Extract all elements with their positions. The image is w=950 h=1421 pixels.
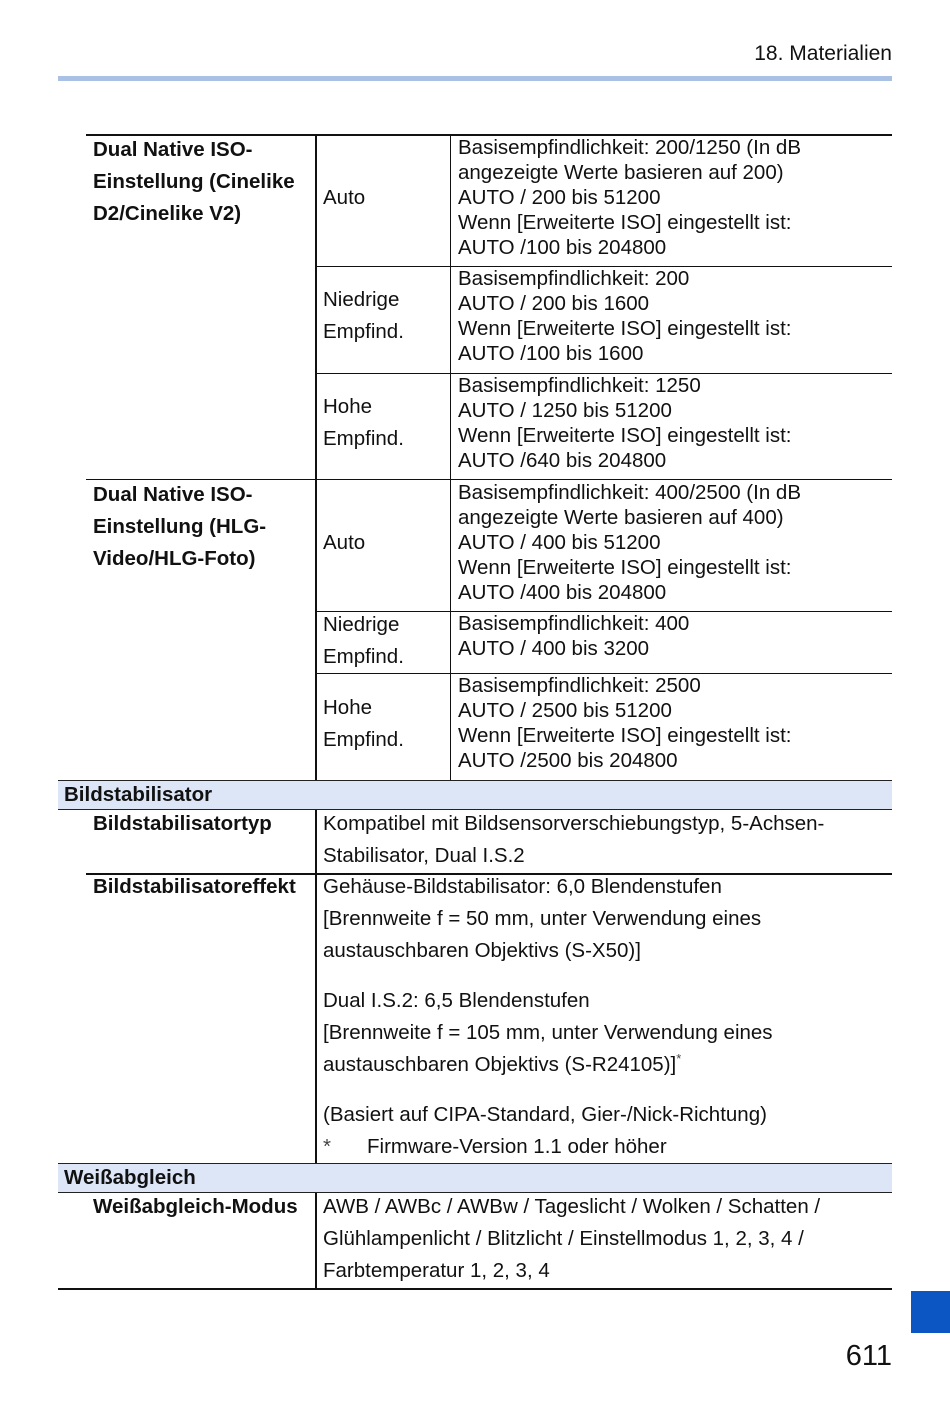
spec-value: AWB / AWBc / AWBw / Tageslicht / Wolken / Schatten / Glühlampenlicht / Blitzlicht / Einstellmodus 1, 2, 3, 4 / Farbtemperatur 1, 2, 3, 4: [323, 1195, 821, 1282]
spec-value: Gehäuse-Bildstabilisator: 6,0 Blendenstufen [Brennweite f = 50 mm, unter Verwendung eines austauschbaren Objektivs (S-X50)] Dual I.S.2: 6,5 Blendenstufen [Brennweite f = 105 mm, unter Verwendung eines austauschbaren Objektivs (S-R24105)]* (Basiert auf CIPA-Standard, Gier-/Nick-Richtung) * Firmware-Version 1.1 oder höher: [323, 871, 891, 1163]
chapter-title: 18. Materialien: [754, 42, 892, 65]
iso-value: Basisempfindlichkeit: 200 AUTO / 200 bis 1600 Wenn [Erweiterte ISO] eingestellt ist: AUTO /100 bis 1600: [458, 267, 792, 365]
iso-mode: Niedrige Empfind.: [323, 288, 404, 343]
iso-value: Basisempfindlichkeit: 200/1250 (In dB angezeigte Werte basieren auf 200) AUTO / 200 bis 51200 Wenn [Erweiterte ISO] eingestellt ist: AUTO /100 bis 204800: [458, 136, 802, 259]
spec-label: Bildstabilisatoreffekt: [93, 875, 296, 898]
spec-value: Kompatibel mit Bildsensorverschiebungstyp, 5-Achsen- Stabilisator, Dual I.S.2: [323, 812, 825, 867]
spec-label: Bildstabilisatortyp: [93, 812, 272, 835]
iso-mode: Hohe Empfind.: [323, 696, 404, 751]
iso-value: Basisempfindlichkeit: 400/2500 (In dB angezeigte Werte basieren auf 400) AUTO / 400 bis 51200 Wenn [Erweiterte ISO] eingestellt ist: AUTO /400 bis 204800: [458, 481, 802, 604]
iso-mode: Auto: [323, 531, 366, 554]
table-rule: [315, 810, 317, 1163]
iso-mode: Niedrige Empfind.: [323, 613, 404, 668]
footnote-marker: *: [323, 1135, 331, 1158]
page-tab-marker: [911, 1291, 950, 1333]
section-header-white-balance: Weißabgleich: [58, 1163, 892, 1193]
table-rule: [450, 134, 451, 781]
table-rule: [58, 1288, 892, 1290]
table-rule: [315, 134, 317, 781]
spec-label: Weißabgleich-Modus: [93, 1195, 298, 1218]
page-number: 611: [845, 1340, 892, 1372]
iso-mode: Auto: [323, 186, 366, 209]
iso-value: Basisempfindlichkeit: 2500 AUTO / 2500 bis 51200 Wenn [Erweiterte ISO] eingestellt ist: AUTO /2500 bis 204800: [458, 674, 792, 772]
footnote-marker: *: [676, 1051, 682, 1067]
iso-value: Basisempfindlichkeit: 400 AUTO / 400 bis 3200: [458, 612, 690, 660]
iso-value: Basisempfindlichkeit: 1250 AUTO / 1250 bis 51200 Wenn [Erweiterte ISO] eingestellt ist: AUTO /640 bis 204800: [458, 374, 792, 472]
table-rule: [315, 1193, 317, 1289]
iso-mode: Hohe Empfind.: [323, 395, 404, 450]
iso-group-label: Dual Native ISO- Einstellung (Cinelike D2/Cinelike V2): [93, 138, 295, 225]
header-rule: [58, 76, 892, 81]
section-header-stabilizer: Bildstabilisator: [58, 780, 892, 810]
iso-group-label: Dual Native ISO- Einstellung (HLG- Video/HLG-Foto): [93, 483, 267, 570]
